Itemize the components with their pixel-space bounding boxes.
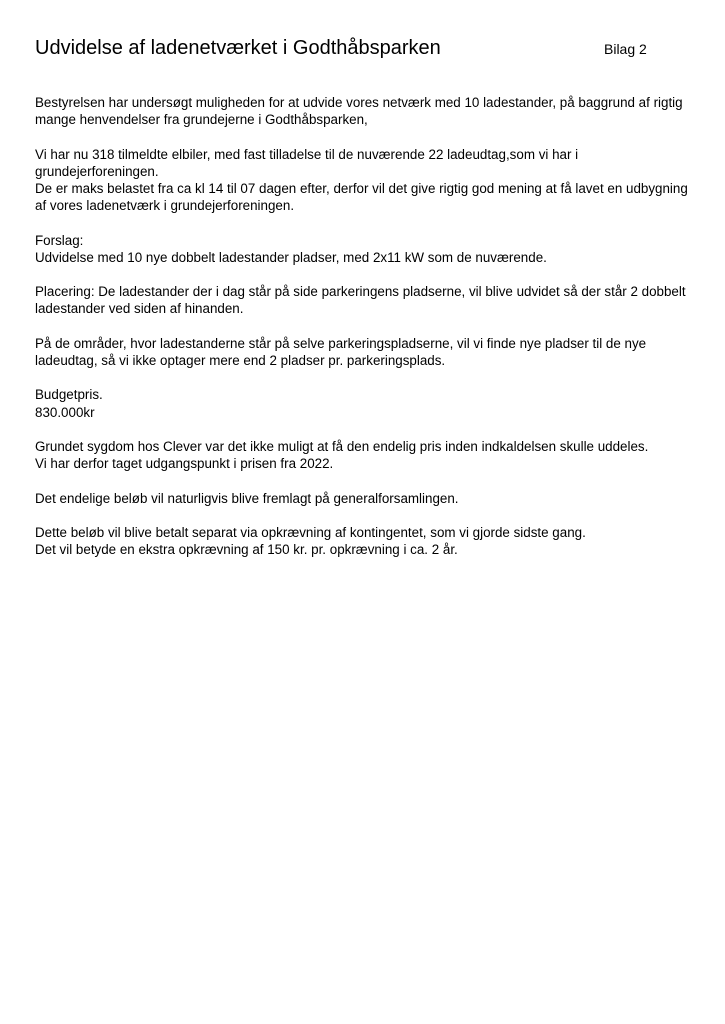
text-line: ladeudtag, så vi ikke optager mere end 2 pladser pr. parkeringsplads. xyxy=(35,352,446,368)
text-line: grundejerforeningen. xyxy=(35,163,159,179)
paragraph-final-amount xyxy=(35,490,695,507)
paragraph-price-note xyxy=(35,438,695,472)
paragraph-payment xyxy=(35,524,695,558)
paragraph-current-status xyxy=(35,146,695,215)
paragraph-placement xyxy=(35,283,695,317)
text-line: Vi har derfor taget udgangspunkt i prisen fra 2022. xyxy=(35,456,334,472)
text-line: Placering: De ladestander der i dag står på side parkeringens pladserne, vil blive udvidet så der står 2 dobbelt xyxy=(35,284,686,300)
text-line: Vi har nu 318 tilmeldte elbiler, med fast tilladelse til de nuværende 22 ladeudtag,som vi har i xyxy=(35,146,579,162)
text-line: Bestyrelsen har undersøgt muligheden for at udvide vores netværk med 10 ladestander, på baggrund af rigtig xyxy=(35,95,683,110)
text-line: På de områder, hvor ladestanderne står på selve parkeringspladserne, vil vi finde nye pladser til de nye xyxy=(35,335,647,351)
text-line: af vores ladenetværk i grundejerforeningen. xyxy=(35,198,295,214)
paragraph-budget xyxy=(35,386,695,420)
paragraph-intro xyxy=(35,94,695,128)
text-line: Budgetpris. xyxy=(35,387,103,403)
budget-amount: 830.000kr xyxy=(35,404,95,420)
paragraph-proposal xyxy=(35,232,695,266)
attachment-label: Bilag 2 xyxy=(604,41,647,57)
document-title: Udvidelse af ladenetværket i Godthåbsparken xyxy=(35,37,441,59)
text-line: Forslag: xyxy=(35,232,84,248)
text-line: Grundet sygdom hos Clever var det ikke muligt at få den endelig pris inden indkaldelsen skulle uddeles. xyxy=(35,438,649,454)
document-body xyxy=(35,94,695,576)
text-line: mange henvendelser fra grundejerne i Godthåbsparken, xyxy=(35,112,368,128)
paragraph-areas xyxy=(35,335,695,369)
text-line: Det endelige beløb vil naturligvis blive fremlagt på generalforsamlingen. xyxy=(35,490,459,506)
text-line: Udvidelse med 10 nye dobbelt ladestander pladser, med 2x11 kW som de nuværende. xyxy=(35,249,547,265)
text-line: De er maks belastet fra ca kl 14 til 07 dagen efter, derfor vil det give rigtig god mening at få lavet en udbygning xyxy=(35,181,688,196)
text-line: Dette beløb vil blive betalt separat via opkrævning af kontingentet, som vi gjorde sidste gang. xyxy=(35,524,586,540)
text-line: ladestander ved siden af hinanden. xyxy=(35,301,244,317)
text-line: Det vil betyde en ekstra opkrævning af 150 kr. pr. opkrævning i ca. 2 år. xyxy=(35,542,458,558)
